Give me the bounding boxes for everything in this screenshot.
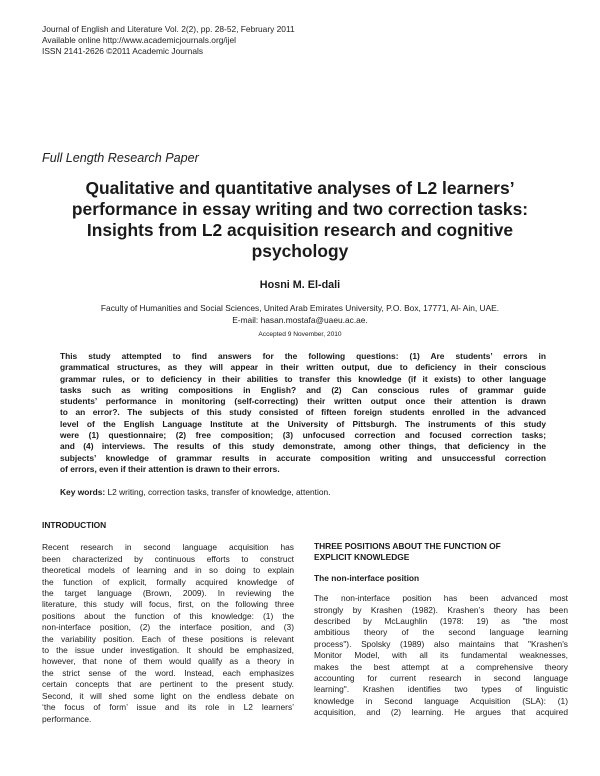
journal-citation: Journal of English and Literature Vol. 2(2), pp. 28-52, February 2011	[42, 24, 295, 34]
title-line: performance in essay writing and two correction tasks:	[71, 199, 529, 219]
affiliation-email: E-mail: hasan.mostafa@uaeu.ac.ae.	[232, 315, 368, 325]
intro-line: ‘the focus of form’ issue and its role in L2 learners’	[42, 702, 294, 713]
journal-header	[42, 24, 295, 58]
journal-online-url: Available online http://www.academicjournals.org/ijel	[42, 35, 236, 46]
abstract-line: This study attempted to find answers for the following questions: (1) Are students’ errors in	[60, 351, 546, 361]
intro-line: Second, it will shed some light on the endless debate on	[42, 690, 294, 701]
intro-line: the function of explicit, formally acquired knowledge of	[42, 576, 294, 587]
intro-line: theoretical models of learning and in so doing to explain	[42, 565, 294, 576]
title-line: psychology	[251, 241, 349, 261]
intro-line: performance.	[42, 713, 92, 724]
abstract-line: tasks such as writing compositions in English? and (2) Can conscious rules of grammar guide	[60, 384, 546, 395]
left-column	[42, 520, 294, 725]
right-column	[314, 541, 568, 719]
abstract-line: level of the English Language Institute at the University of Pittsburgh. The instruments of this study	[60, 418, 546, 429]
body-line: ambitious theory of the second language learning	[314, 627, 568, 638]
body-line: accounting for current research in second language	[314, 673, 568, 684]
body-line: acquisition, and (2) learning. He argues that acquired	[314, 707, 568, 718]
abstract	[60, 351, 546, 475]
abstract-line: to an error?. The subjects of this study consisted of fifteen foreign students enrolled in the advanced	[60, 407, 546, 418]
intro-line: literature, this study will focus, first, on the following three	[42, 599, 294, 610]
abstract-line: students’ performance in monitoring (self-correcting) their written output once their attention is drawn	[60, 396, 546, 407]
keywords-text: L2 writing, correction tasks, transfer of knowledge, attention.	[107, 487, 331, 497]
abstract-line: and (4) interviews. The results of this study demonstrate, among other things, that deficiency in the	[60, 441, 546, 452]
author-affiliation	[40, 302, 560, 326]
abstract-line: subjects’ knowledge of grammar results in accurate composition writing and unsuccessful correction	[60, 452, 546, 463]
accepted-date: Accepted 9 November, 2010	[258, 331, 342, 338]
intro-line: the strict sense of the word. Instead, each emphasizes	[42, 667, 294, 678]
abstract-line: grammatical structures, as they will appear in their written output, due to deficiency in their conscious	[60, 362, 546, 373]
body-line: learning". Krashen identifies two types of linguistic	[314, 684, 568, 695]
intro-line: to the issue under investigation. It should be emphasized,	[42, 645, 294, 656]
author-name: Hosni M. El-dali	[259, 279, 341, 291]
intro-line: however, that none of them would qualify as a theory in	[42, 656, 294, 667]
paper-type-label: Full Length Research Paper	[42, 151, 199, 165]
journal-issn: ISSN 2141-2626 ©2011 Academic Journals	[42, 46, 204, 57]
intro-line: positions about the function of this knowledge: (1) the	[42, 610, 294, 621]
abstract-line: of errors, even if their attention is drawn to their errors.	[60, 463, 280, 474]
body-line: strongly by Krashen (1982). Krashen’s theory has been	[314, 604, 568, 615]
body-line: Monitor Model, with all its fundamental weaknesses,	[314, 650, 568, 661]
body-line: described by McLaughlin (1978: 19) as "the most	[314, 616, 568, 627]
body-line: knowledge in Second language Acquisition (SLA): (1)	[314, 695, 568, 706]
intro-line: the target language (Brown, 2009). In reviewing the	[42, 588, 294, 599]
heading-line: EXPLICIT KNOWLEDGE	[314, 552, 410, 563]
three-positions-heading	[314, 541, 568, 564]
non-interface-subheading: The non-interface position	[314, 572, 420, 583]
body-line: makes the best attempt at a comprehensive theory	[314, 661, 568, 672]
heading-line: THREE POSITIONS ABOUT THE FUNCTION OF	[314, 541, 501, 551]
abstract-line: grammar rules, or to deficiency in their abilities to transfer this knowledge (if it exists) to other language	[60, 373, 546, 384]
title-line: Insights from L2 acquisition research and cognitive	[86, 220, 514, 240]
intro-line: been characterized by continuous efforts to construct	[42, 553, 294, 564]
intro-line: non-interface position, (2) the interface position, and (3)	[42, 622, 294, 633]
affiliation-institution: Faculty of Humanities and Social Sciences, United Arab Emirates University, P.O. Box, 17771, Al- Ain, UAE.	[100, 303, 500, 313]
abstract-line: were (1) questionnaire; (2) free composition; (3) unfocused correction and focused correction tasks;	[60, 430, 546, 441]
keywords	[60, 487, 330, 497]
introduction-heading: INTRODUCTION	[42, 520, 107, 530]
title-line: Qualitative and quantitative analyses of L2 learners’	[85, 178, 515, 198]
paper-title	[30, 178, 570, 262]
intro-line: certain concepts that are pertinent to the present study.	[42, 679, 294, 690]
keywords-label: Key words:	[60, 487, 106, 497]
body-line: The non-interface position has been advanced most	[314, 593, 568, 604]
intro-line: the variability position. Each of these positions is relevant	[42, 633, 294, 644]
body-line: process"). Spolsky (1989) also maintains that "Krashen's	[314, 638, 568, 649]
intro-line: Recent research in second language acquisition has	[42, 542, 294, 553]
